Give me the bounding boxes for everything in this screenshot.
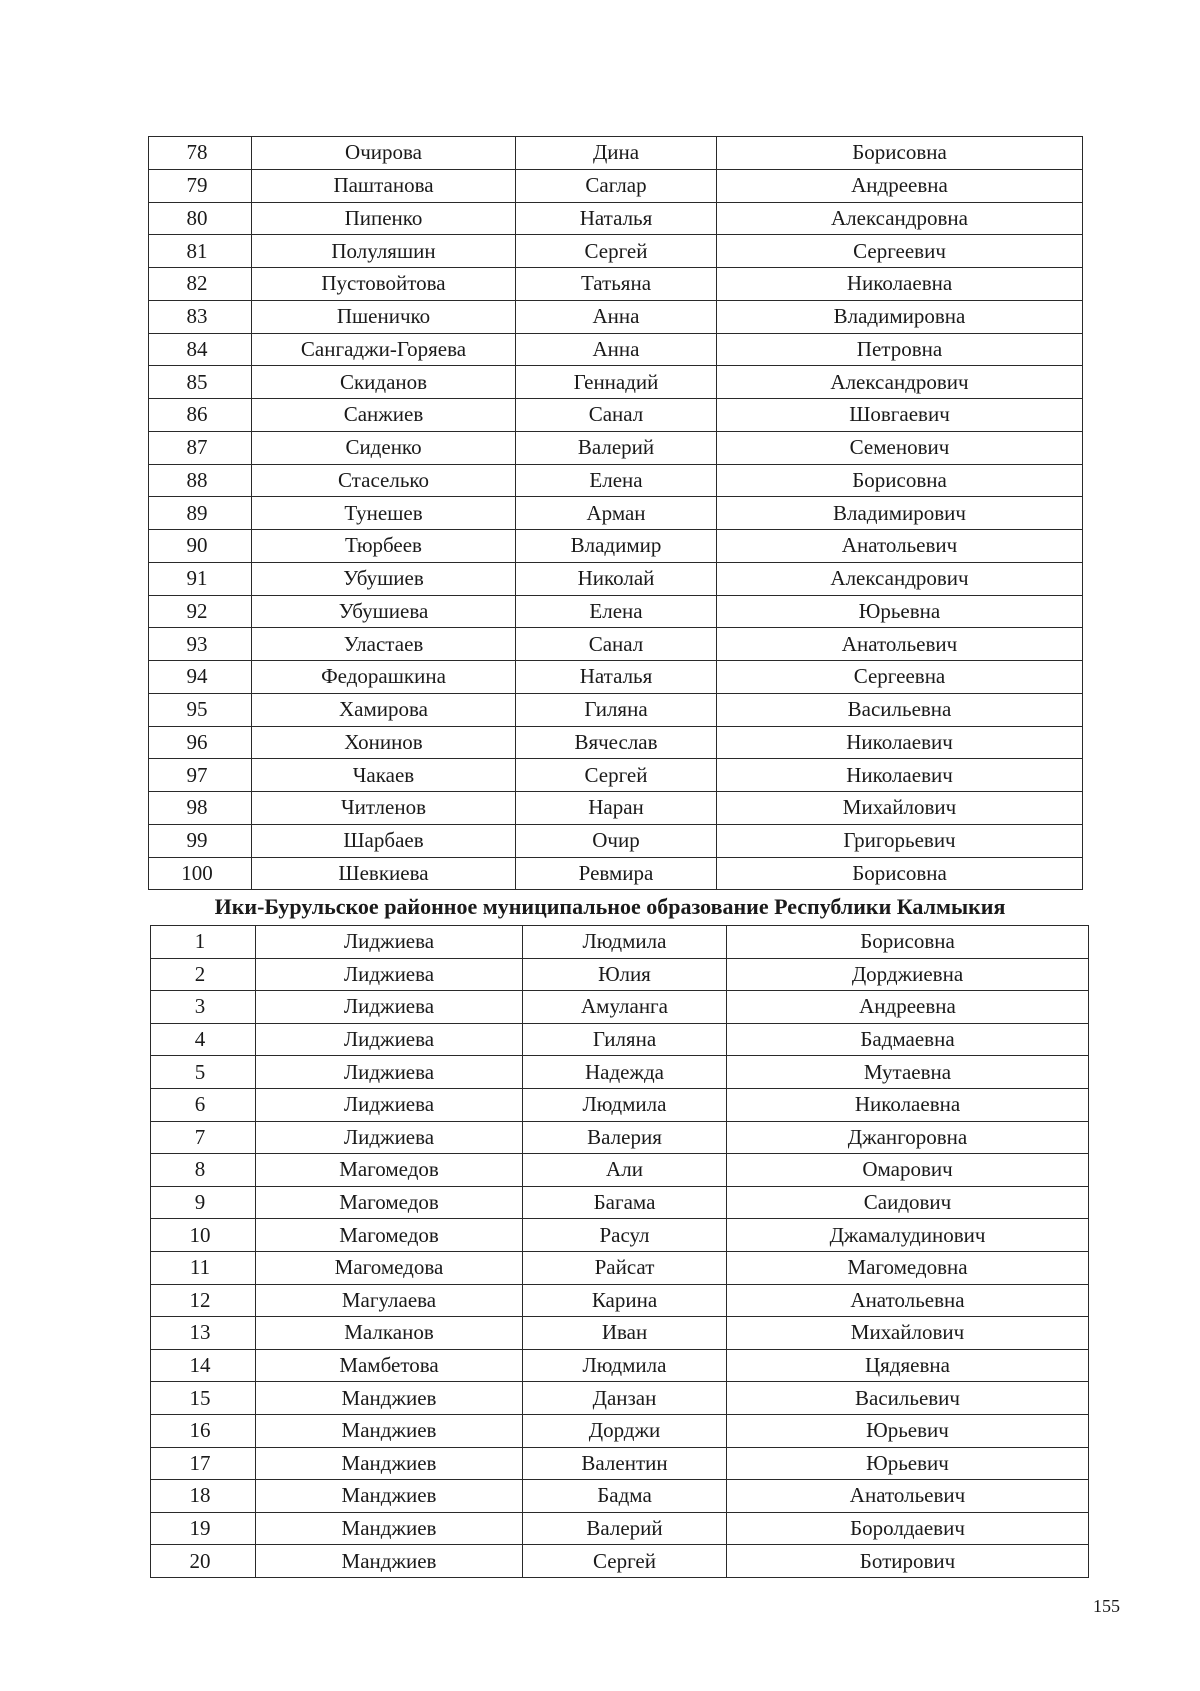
row-number-cell: 5 xyxy=(151,1056,256,1089)
surname-cell: Манджиев xyxy=(256,1512,523,1545)
first-name-cell: Анна xyxy=(516,333,717,366)
row-number-cell: 92 xyxy=(149,595,252,628)
table-row xyxy=(151,1317,1089,1350)
row-number-cell: 10 xyxy=(151,1219,256,1252)
surname-cell: Манджиев xyxy=(256,1480,523,1513)
table-row xyxy=(151,1251,1089,1284)
row-number-cell: 81 xyxy=(149,235,252,268)
row-number-cell: 4 xyxy=(151,1023,256,1056)
surname-cell: Паштанова xyxy=(252,169,516,202)
row-number-cell: 90 xyxy=(149,530,252,563)
first-name-cell: Людмила xyxy=(523,926,727,959)
row-number-cell: 3 xyxy=(151,991,256,1024)
table-row xyxy=(149,431,1083,464)
person-table-continued xyxy=(148,136,1083,890)
first-name-cell: Вячеслав xyxy=(516,726,717,759)
surname-cell: Лиджиева xyxy=(256,991,523,1024)
row-number-cell: 85 xyxy=(149,366,252,399)
table-row xyxy=(149,300,1083,333)
patronymic-cell: Семенович xyxy=(717,431,1083,464)
table-row xyxy=(149,595,1083,628)
first-name-cell: Али xyxy=(523,1154,727,1187)
table-row xyxy=(151,1284,1089,1317)
first-name-cell: Сергей xyxy=(516,759,717,792)
first-name-cell: Расул xyxy=(523,1219,727,1252)
surname-cell: Читленов xyxy=(252,792,516,825)
surname-cell: Шарбаев xyxy=(252,824,516,857)
surname-cell: Пшеничко xyxy=(252,300,516,333)
patronymic-cell: Борисовна xyxy=(717,857,1083,890)
table-row xyxy=(151,1154,1089,1187)
section-heading: Ики-Бурульское районное муниципальное образование Республики Калмыкия xyxy=(214,894,1006,919)
first-name-cell: Анна xyxy=(516,300,717,333)
table-row xyxy=(151,1447,1089,1480)
first-name-cell: Бадма xyxy=(523,1480,727,1513)
surname-cell: Магомедов xyxy=(256,1154,523,1187)
row-number-cell: 97 xyxy=(149,759,252,792)
table-row xyxy=(149,333,1083,366)
patronymic-cell: Владимировна xyxy=(717,300,1083,333)
patronymic-cell: Петровна xyxy=(717,333,1083,366)
first-name-cell: Саглар xyxy=(516,169,717,202)
surname-cell: Магомедов xyxy=(256,1219,523,1252)
row-number-cell: 19 xyxy=(151,1512,256,1545)
first-name-cell: Наталья xyxy=(516,661,717,694)
surname-cell: Лиджиева xyxy=(256,1023,523,1056)
row-number-cell: 8 xyxy=(151,1154,256,1187)
table-row xyxy=(149,366,1083,399)
row-number-cell: 18 xyxy=(151,1480,256,1513)
first-name-cell: Людмила xyxy=(523,1088,727,1121)
table-row xyxy=(151,1023,1089,1056)
table-row xyxy=(151,958,1089,991)
table-row xyxy=(149,857,1083,890)
patronymic-cell: Борисовна xyxy=(717,464,1083,497)
table-row xyxy=(149,268,1083,301)
patronymic-cell: Владимирович xyxy=(717,497,1083,530)
surname-cell: Тунешев xyxy=(252,497,516,530)
table-row xyxy=(149,169,1083,202)
row-number-cell: 99 xyxy=(149,824,252,857)
first-name-cell: Данзан xyxy=(523,1382,727,1415)
table-row xyxy=(149,562,1083,595)
row-number-cell: 6 xyxy=(151,1088,256,1121)
row-number-cell: 14 xyxy=(151,1349,256,1382)
row-number-cell: 12 xyxy=(151,1284,256,1317)
patronymic-cell: Юрьевич xyxy=(727,1414,1089,1447)
table-row xyxy=(149,399,1083,432)
row-number-cell: 84 xyxy=(149,333,252,366)
patronymic-cell: Анатольевич xyxy=(727,1480,1089,1513)
table-row xyxy=(151,1056,1089,1089)
row-number-cell: 7 xyxy=(151,1121,256,1154)
surname-cell: Хонинов xyxy=(252,726,516,759)
row-number-cell: 11 xyxy=(151,1251,256,1284)
patronymic-cell: Борисовна xyxy=(727,926,1089,959)
surname-cell: Сиденко xyxy=(252,431,516,464)
row-number-cell: 20 xyxy=(151,1545,256,1578)
patronymic-cell: Боролдаевич xyxy=(727,1512,1089,1545)
row-number-cell: 15 xyxy=(151,1382,256,1415)
table-row xyxy=(151,991,1089,1024)
table-row xyxy=(149,759,1083,792)
surname-cell: Лиджиева xyxy=(256,1121,523,1154)
first-name-cell: Гиляна xyxy=(523,1023,727,1056)
surname-cell: Манджиев xyxy=(256,1382,523,1415)
table-row xyxy=(149,693,1083,726)
row-number-cell: 86 xyxy=(149,399,252,432)
surname-cell: Санжиев xyxy=(252,399,516,432)
table-row xyxy=(151,1382,1089,1415)
table-row xyxy=(149,202,1083,235)
first-name-cell: Санал xyxy=(516,628,717,661)
row-number-cell: 91 xyxy=(149,562,252,595)
first-name-cell: Санал xyxy=(516,399,717,432)
patronymic-cell: Юрьевна xyxy=(717,595,1083,628)
surname-cell: Тюрбеев xyxy=(252,530,516,563)
first-name-cell: Дорджи xyxy=(523,1414,727,1447)
first-name-cell: Надежда xyxy=(523,1056,727,1089)
first-name-cell: Валентин xyxy=(523,1447,727,1480)
patronymic-cell: Михайлович xyxy=(717,792,1083,825)
person-table-body xyxy=(151,926,1089,1578)
surname-cell: Шевкиева xyxy=(252,857,516,890)
patronymic-cell: Омарович xyxy=(727,1154,1089,1187)
surname-cell: Пипенко xyxy=(252,202,516,235)
person-table-iki-burul xyxy=(150,925,1089,1578)
first-name-cell: Николай xyxy=(516,562,717,595)
patronymic-cell: Борисовна xyxy=(717,137,1083,170)
surname-cell: Магулаева xyxy=(256,1284,523,1317)
surname-cell: Магомедова xyxy=(256,1251,523,1284)
surname-cell: Мамбетова xyxy=(256,1349,523,1382)
surname-cell: Лиджиева xyxy=(256,926,523,959)
patronymic-cell: Михайлович xyxy=(727,1317,1089,1350)
first-name-cell: Иван xyxy=(523,1317,727,1350)
patronymic-cell: Васильевич xyxy=(727,1382,1089,1415)
patronymic-cell: Николаевич xyxy=(717,759,1083,792)
row-number-cell: 83 xyxy=(149,300,252,333)
table-row xyxy=(151,1414,1089,1447)
row-number-cell: 80 xyxy=(149,202,252,235)
first-name-cell: Амуланга xyxy=(523,991,727,1024)
table-row xyxy=(151,926,1089,959)
first-name-cell: Наран xyxy=(516,792,717,825)
row-number-cell: 93 xyxy=(149,628,252,661)
first-name-cell: Елена xyxy=(516,595,717,628)
patronymic-cell: Николаевна xyxy=(717,268,1083,301)
table-row xyxy=(149,464,1083,497)
table-row xyxy=(149,792,1083,825)
patronymic-cell: Ботирович xyxy=(727,1545,1089,1578)
first-name-cell: Арман xyxy=(516,497,717,530)
table-row xyxy=(151,1219,1089,1252)
first-name-cell: Юлия xyxy=(523,958,727,991)
row-number-cell: 17 xyxy=(151,1447,256,1480)
table-row xyxy=(149,824,1083,857)
patronymic-cell: Анатольевич xyxy=(717,530,1083,563)
surname-cell: Полуляшин xyxy=(252,235,516,268)
table-row xyxy=(149,497,1083,530)
surname-cell: Манджиев xyxy=(256,1447,523,1480)
patronymic-cell: Анатольевна xyxy=(727,1284,1089,1317)
surname-cell: Скиданов xyxy=(252,366,516,399)
surname-cell: Стаселько xyxy=(252,464,516,497)
patronymic-cell: Юрьевич xyxy=(727,1447,1089,1480)
surname-cell: Чакаев xyxy=(252,759,516,792)
surname-cell: Сангаджи-Горяева xyxy=(252,333,516,366)
first-name-cell: Райсат xyxy=(523,1251,727,1284)
surname-cell: Пустовойтова xyxy=(252,268,516,301)
first-name-cell: Татьяна xyxy=(516,268,717,301)
table-row xyxy=(151,1480,1089,1513)
surname-cell: Магомедов xyxy=(256,1186,523,1219)
row-number-cell: 16 xyxy=(151,1414,256,1447)
table-row xyxy=(151,1512,1089,1545)
surname-cell: Лиджиева xyxy=(256,958,523,991)
patronymic-cell: Андреевна xyxy=(717,169,1083,202)
patronymic-cell: Александрович xyxy=(717,562,1083,595)
patronymic-cell: Александровна xyxy=(717,202,1083,235)
patronymic-cell: Дорджиевна xyxy=(727,958,1089,991)
row-number-cell: 98 xyxy=(149,792,252,825)
first-name-cell: Наталья xyxy=(516,202,717,235)
patronymic-cell: Николаевна xyxy=(727,1088,1089,1121)
table-row xyxy=(151,1349,1089,1382)
patronymic-cell: Мутаевна xyxy=(727,1056,1089,1089)
surname-cell: Уластаев xyxy=(252,628,516,661)
first-name-cell: Людмила xyxy=(523,1349,727,1382)
row-number-cell: 89 xyxy=(149,497,252,530)
row-number-cell: 96 xyxy=(149,726,252,759)
first-name-cell: Валерия xyxy=(523,1121,727,1154)
surname-cell: Манджиев xyxy=(256,1414,523,1447)
patronymic-cell: Бадмаевна xyxy=(727,1023,1089,1056)
row-number-cell: 88 xyxy=(149,464,252,497)
first-name-cell: Багама xyxy=(523,1186,727,1219)
row-number-cell: 95 xyxy=(149,693,252,726)
table-row xyxy=(149,235,1083,268)
first-name-cell: Гиляна xyxy=(516,693,717,726)
row-number-cell: 100 xyxy=(149,857,252,890)
row-number-cell: 78 xyxy=(149,137,252,170)
table-row xyxy=(149,661,1083,694)
row-number-cell: 9 xyxy=(151,1186,256,1219)
first-name-cell: Сергей xyxy=(516,235,717,268)
surname-cell: Убушиев xyxy=(252,562,516,595)
row-number-cell: 94 xyxy=(149,661,252,694)
row-number-cell: 13 xyxy=(151,1317,256,1350)
table-row xyxy=(149,530,1083,563)
patronymic-cell: Сергеевна xyxy=(717,661,1083,694)
patronymic-cell: Шовгаевич xyxy=(717,399,1083,432)
first-name-cell: Валерий xyxy=(523,1512,727,1545)
patronymic-cell: Цядяевна xyxy=(727,1349,1089,1382)
table-row xyxy=(151,1121,1089,1154)
first-name-cell: Владимир xyxy=(516,530,717,563)
first-name-cell: Валерий xyxy=(516,431,717,464)
patronymic-cell: Магомедовна xyxy=(727,1251,1089,1284)
person-table-body xyxy=(149,137,1083,890)
table-row xyxy=(149,726,1083,759)
table-row xyxy=(151,1186,1089,1219)
surname-cell: Малканов xyxy=(256,1317,523,1350)
patronymic-cell: Андреевна xyxy=(727,991,1089,1024)
first-name-cell: Ревмира xyxy=(516,857,717,890)
first-name-cell: Елена xyxy=(516,464,717,497)
surname-cell: Очирова xyxy=(252,137,516,170)
row-number-cell: 79 xyxy=(149,169,252,202)
patronymic-cell: Джамалудинович xyxy=(727,1219,1089,1252)
first-name-cell: Дина xyxy=(516,137,717,170)
patronymic-cell: Александрович xyxy=(717,366,1083,399)
row-number-cell: 82 xyxy=(149,268,252,301)
surname-cell: Лиджиева xyxy=(256,1088,523,1121)
table-row xyxy=(149,137,1083,170)
table-row xyxy=(151,1088,1089,1121)
patronymic-cell: Николаевич xyxy=(717,726,1083,759)
surname-cell: Манджиев xyxy=(256,1545,523,1578)
patronymic-cell: Саидович xyxy=(727,1186,1089,1219)
row-number-cell: 2 xyxy=(151,958,256,991)
patronymic-cell: Васильевна xyxy=(717,693,1083,726)
patronymic-cell: Сергеевич xyxy=(717,235,1083,268)
page-number: 155 xyxy=(1093,1596,1120,1616)
surname-cell: Лиджиева xyxy=(256,1056,523,1089)
first-name-cell: Карина xyxy=(523,1284,727,1317)
table-row xyxy=(149,628,1083,661)
row-number-cell: 1 xyxy=(151,926,256,959)
patronymic-cell: Анатольевич xyxy=(717,628,1083,661)
surname-cell: Федорашкина xyxy=(252,661,516,694)
row-number-cell: 87 xyxy=(149,431,252,464)
patronymic-cell: Григорьевич xyxy=(717,824,1083,857)
first-name-cell: Очир xyxy=(516,824,717,857)
surname-cell: Убушиева xyxy=(252,595,516,628)
first-name-cell: Геннадий xyxy=(516,366,717,399)
patronymic-cell: Джангоровна xyxy=(727,1121,1089,1154)
first-name-cell: Сергей xyxy=(523,1545,727,1578)
table-row xyxy=(151,1545,1089,1578)
surname-cell: Хамирова xyxy=(252,693,516,726)
